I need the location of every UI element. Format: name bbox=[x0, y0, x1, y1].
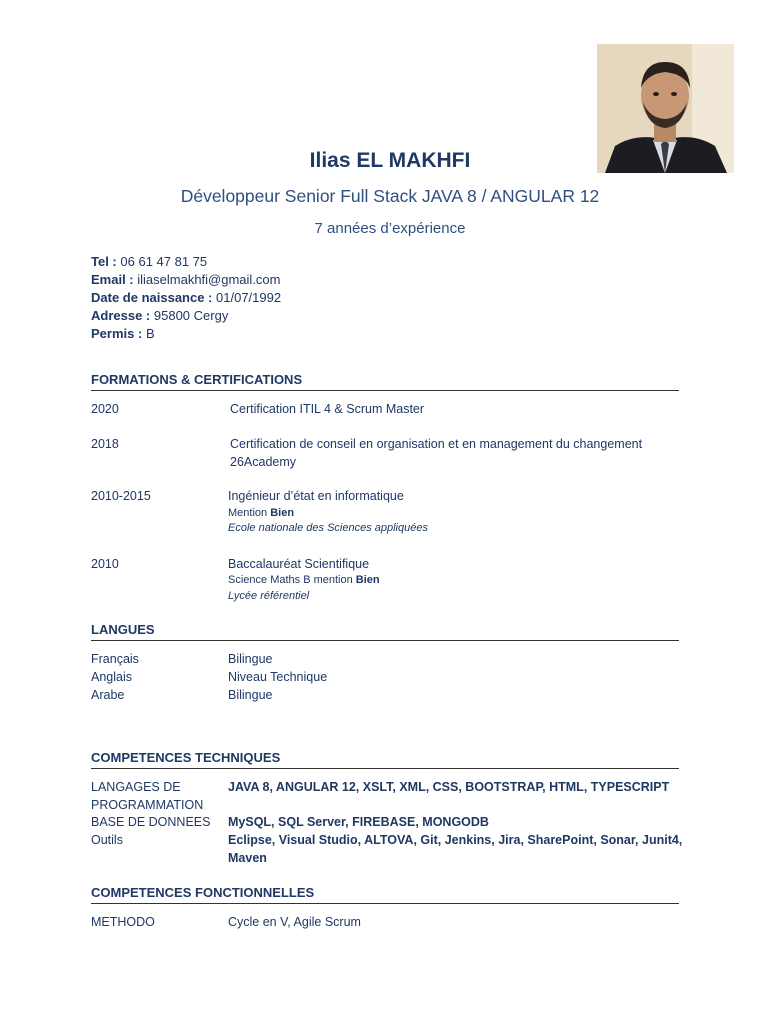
skill-values: Maven bbox=[228, 851, 267, 865]
functional-values: Cycle en V, Agile Scrum bbox=[228, 915, 361, 929]
formation-school: Lycée référentiel bbox=[228, 590, 310, 602]
contact-birthdate: Date de naissance : 01/07/1992 bbox=[91, 290, 282, 305]
formation-mention: Mention Bien bbox=[228, 507, 295, 519]
candidate-name: Ilias EL MAKHFI bbox=[309, 149, 471, 172]
formation-school: Ecole nationale des Sciences appliquées bbox=[228, 522, 428, 534]
functional-category: METHODO bbox=[91, 915, 155, 929]
years-experience: 7 années d’expérience bbox=[314, 220, 466, 237]
contact-phone: Tel : 06 61 47 81 75 bbox=[91, 254, 208, 269]
skill-category: PROGRAMMATION bbox=[91, 798, 204, 812]
language-name: Arabe bbox=[91, 688, 125, 702]
skill-category: Outils bbox=[91, 833, 123, 847]
language-name: Anglais bbox=[91, 670, 132, 684]
section-title-tech: COMPETENCES TECHNIQUES bbox=[91, 750, 679, 769]
formation-title: Baccalauréat Scientifique bbox=[228, 557, 370, 571]
contact-address: Adresse : 95800 Cergy bbox=[91, 308, 229, 323]
skill-category: BASE DE DONNEES bbox=[91, 815, 211, 829]
skill-values: MySQL, SQL Server, FIREBASE, MONGODB bbox=[228, 815, 489, 829]
formation-mention: Science Maths B mention Bien bbox=[228, 574, 380, 586]
section-title-fonctionnelles: COMPETENCES FONCTIONNELLES bbox=[91, 885, 679, 904]
contact-email[interactable]: Email : iliaselmakhfi@gmail.com bbox=[91, 272, 281, 287]
section-title-langues: LANGUES bbox=[91, 622, 679, 641]
formation-title: Ingénieur d’état en informatique bbox=[228, 489, 404, 503]
language-level: Niveau Technique bbox=[228, 670, 328, 684]
skill-values: JAVA 8, ANGULAR 12, XSLT, XML, CSS, BOOTSTRAP, HTML, TYPESCRIPT bbox=[228, 780, 670, 794]
job-title: Développeur Senior Full Stack JAVA 8 / ANGULAR 12 bbox=[180, 186, 600, 206]
contact-block bbox=[91, 253, 281, 343]
formation-year: 2010 bbox=[91, 557, 119, 571]
language-level: Bilingue bbox=[228, 652, 273, 666]
formation-title: Certification de conseil en organisation et en management du changement bbox=[230, 437, 643, 451]
formation-year: 2020 bbox=[91, 402, 119, 416]
language-level: Bilingue bbox=[228, 688, 273, 702]
formation-subtitle: 26Academy bbox=[230, 455, 297, 469]
contact-license: Permis : B bbox=[91, 326, 155, 341]
language-name: Français bbox=[91, 652, 139, 666]
skill-values: Eclipse, Visual Studio, ALTOVA, Git, Jenkins, Jira, SharePoint, Sonar, Junit4, bbox=[228, 833, 683, 847]
formation-title: Certification ITIL 4 & Scrum Master bbox=[230, 402, 425, 416]
formation-year: 2010-2015 bbox=[91, 489, 151, 503]
section-title-formations: FORMATIONS & CERTIFICATIONS bbox=[91, 372, 679, 391]
skill-category: LANGAGES DE bbox=[91, 780, 181, 794]
formation-year: 2018 bbox=[91, 437, 119, 451]
